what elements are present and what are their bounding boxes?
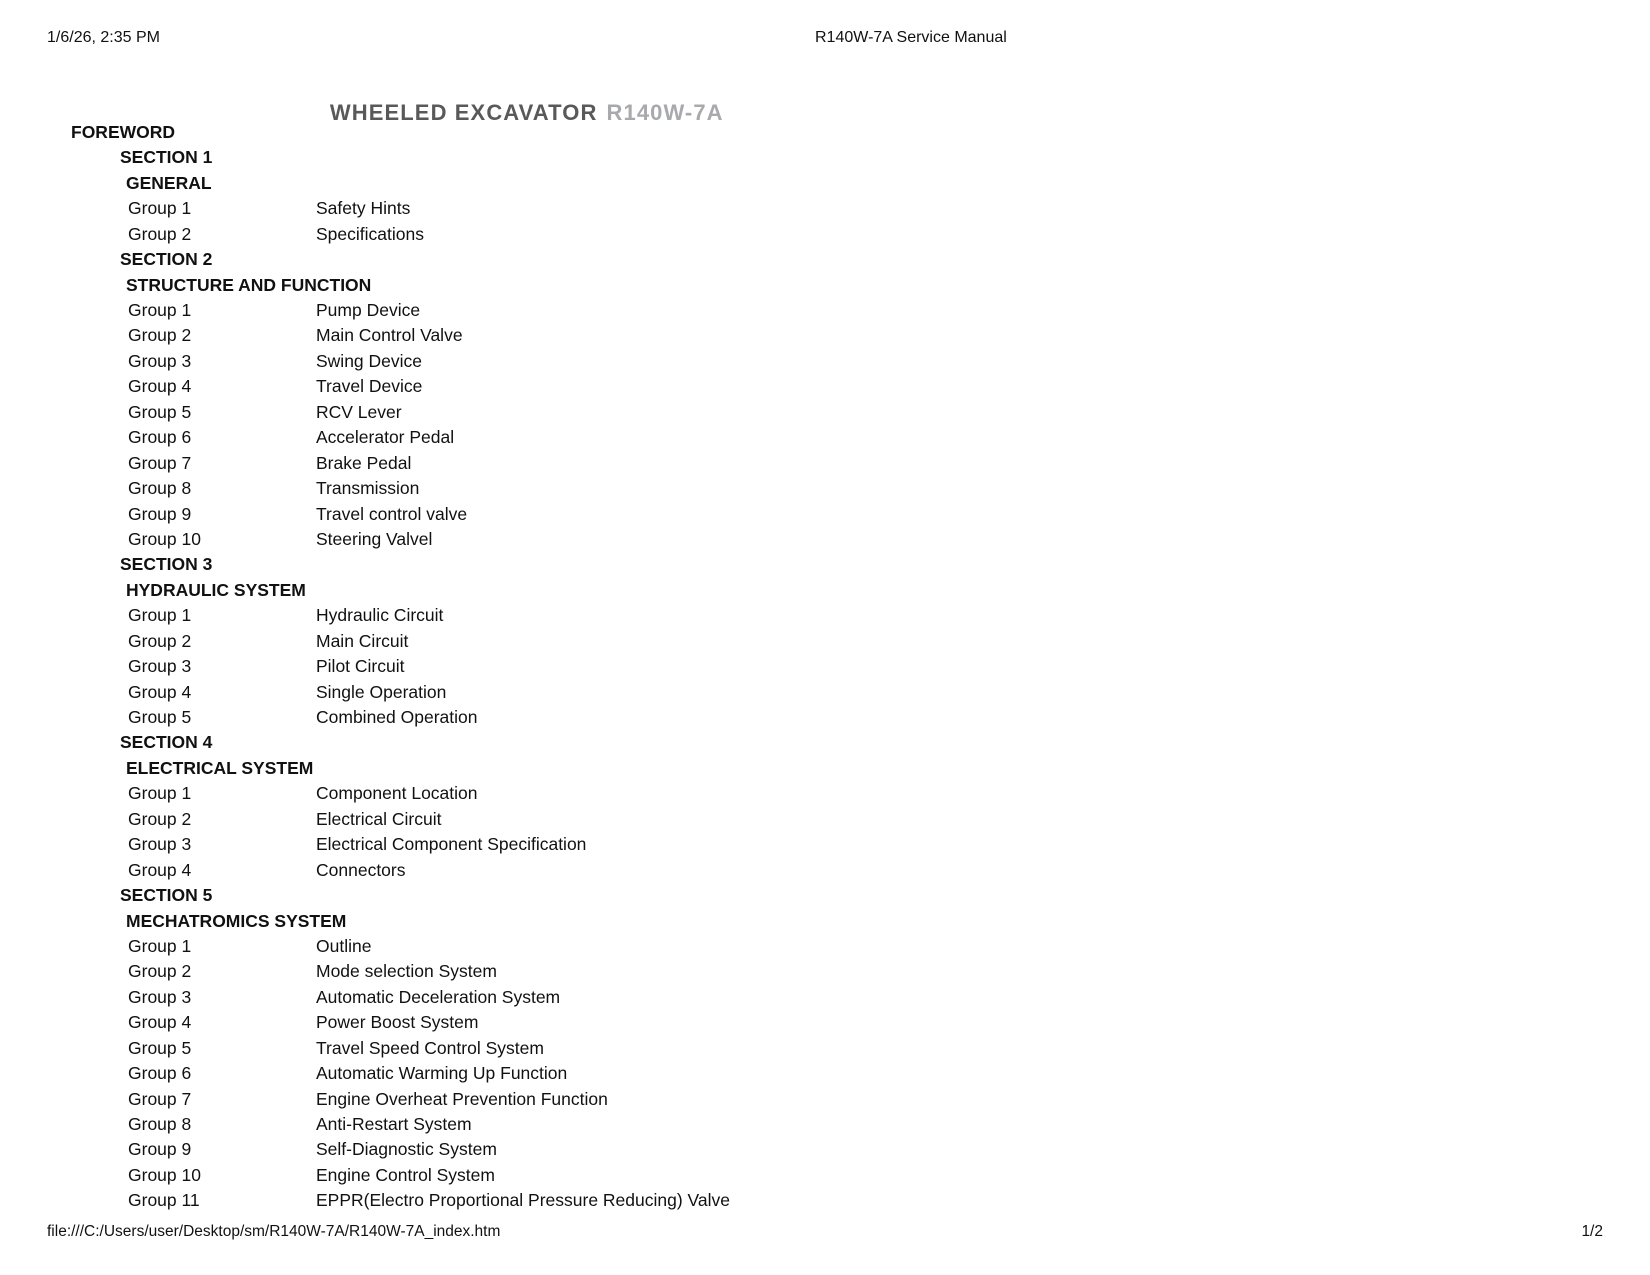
toc-group-row: [0, 858, 1650, 883]
toc-group-row: [0, 1138, 1650, 1163]
toc-group-row: [0, 781, 1650, 806]
group-title: Outline: [316, 935, 372, 956]
group-title: Accelerator Pedal: [316, 427, 455, 448]
group-title: Anti-Restart System: [316, 1114, 472, 1135]
toc-group-row: [0, 196, 1650, 221]
group-title: Brake Pedal: [316, 452, 412, 473]
section-heading: SECTION 2: [120, 249, 213, 270]
group-label: Group 11: [128, 1190, 200, 1211]
toc-group-row: [0, 425, 1650, 450]
group-label: Group 4: [128, 376, 192, 397]
toc-group-row: [0, 1112, 1650, 1137]
toc-group-row: [0, 654, 1650, 679]
group-title: Combined Operation: [316, 707, 478, 728]
group-title: Travel control valve: [316, 503, 468, 524]
toc-group-row: [0, 1010, 1650, 1035]
section-heading: SECTION 1: [120, 147, 213, 168]
toc-group-row: [0, 1163, 1650, 1188]
group-title: Self-Diagnostic System: [316, 1139, 497, 1160]
group-label: Group 1: [128, 783, 192, 804]
group-title: Pilot Circuit: [316, 656, 405, 677]
group-title: Automatic Deceleration System: [316, 986, 561, 1007]
group-label: Group 2: [128, 223, 192, 244]
toc-group-row: [0, 1036, 1650, 1061]
group-title: Steering Valvel: [316, 528, 433, 549]
group-label: Group 3: [128, 656, 192, 677]
toc-group-row: [0, 502, 1650, 527]
group-title: Connectors: [316, 859, 406, 880]
toc-group-row: [0, 959, 1650, 984]
toc-group-row: [0, 603, 1650, 628]
toc-group-row: [0, 934, 1650, 959]
group-title: Component Location: [316, 783, 478, 804]
toc-group-row: [0, 629, 1650, 654]
section-subtitle: MECHATROMICS SYSTEM: [126, 910, 347, 931]
toc-group-row: [0, 324, 1650, 349]
group-title: EPPR(Electro Proportional Pressure Reducing) Valve: [316, 1190, 731, 1211]
group-label: Group 4: [128, 681, 192, 702]
group-label: Group 7: [128, 1088, 192, 1109]
toc-group-row: [0, 298, 1650, 323]
section-subtitle: HYDRAULIC SYSTEM: [126, 579, 306, 600]
group-label: Group 10: [128, 528, 201, 549]
group-label: Group 3: [128, 986, 192, 1007]
toc-group-row: [0, 985, 1650, 1010]
group-label: Group 9: [128, 503, 192, 524]
group-title: Engine Control System: [316, 1164, 495, 1185]
group-label: Group 4: [128, 859, 192, 880]
group-title: Travel Speed Control System: [316, 1037, 544, 1058]
group-title: Safety Hints: [316, 198, 411, 219]
toc-group-row: [0, 400, 1650, 425]
group-title: Main Circuit: [316, 630, 409, 651]
toc-group-row: [0, 1087, 1650, 1112]
group-title: Mode selection System: [316, 961, 497, 982]
group-label: Group 9: [128, 1139, 192, 1160]
group-label: Group 2: [128, 325, 192, 346]
group-label: Group 1: [128, 605, 192, 626]
group-title: Electrical Component Specification: [316, 834, 587, 855]
toc-group-row: [0, 832, 1650, 857]
group-label: Group 2: [128, 630, 192, 651]
table-of-contents: [0, 120, 1650, 1214]
group-title: Main Control Valve: [316, 325, 463, 346]
toc-group-row: [0, 1188, 1650, 1213]
toc-group-row: [0, 527, 1650, 552]
group-title: Specifications: [316, 223, 424, 244]
group-label: Group 4: [128, 1012, 192, 1033]
group-label: Group 8: [128, 1114, 192, 1135]
print-header-datetime: 1/6/26, 2:35 PM: [47, 29, 160, 46]
group-title: Transmission: [316, 478, 420, 499]
toc-group-row: [0, 476, 1650, 501]
print-footer-page-indicator: 1/2: [1581, 1223, 1603, 1240]
manual-title-model: R140W-7A: [606, 100, 724, 125]
group-label: Group 7: [128, 452, 192, 473]
group-label: Group 6: [128, 1063, 192, 1084]
toc-group-row: [0, 1061, 1650, 1086]
group-label: Group 5: [128, 1037, 192, 1058]
toc-group-row: [0, 807, 1650, 832]
group-label: Group 5: [128, 707, 192, 728]
toc-group-row: [0, 222, 1650, 247]
group-title: Power Boost System: [316, 1012, 479, 1033]
toc-group-row: [0, 451, 1650, 476]
group-title: Electrical Circuit: [316, 808, 442, 829]
group-title: Automatic Warming Up Function: [316, 1063, 568, 1084]
group-label: Group 6: [128, 427, 192, 448]
group-label: Group 8: [128, 478, 192, 499]
group-label: Group 5: [128, 401, 192, 422]
group-label: Group 1: [128, 198, 192, 219]
group-title: Pump Device: [316, 300, 421, 321]
group-title: Hydraulic Circuit: [316, 605, 444, 626]
foreword-heading: FOREWORD: [71, 121, 176, 142]
group-label: Group 10: [128, 1164, 201, 1185]
section-heading: SECTION 4: [120, 732, 213, 753]
section-subtitle: STRUCTURE AND FUNCTION: [126, 274, 372, 295]
group-label: Group 3: [128, 834, 192, 855]
section-subtitle: GENERAL: [126, 172, 212, 193]
group-label: Group 1: [128, 300, 192, 321]
group-title: Single Operation: [316, 681, 447, 702]
toc-sections: [0, 145, 1650, 1213]
print-header-document-title: R140W-7A Service Manual: [815, 29, 1007, 46]
group-label: Group 3: [128, 350, 192, 371]
section-heading: SECTION 3: [120, 554, 213, 575]
group-title: RCV Lever: [316, 401, 402, 422]
toc-group-row: [0, 680, 1650, 705]
section-heading: SECTION 5: [120, 885, 213, 906]
toc-group-row: [0, 374, 1650, 399]
toc-group-row: [0, 349, 1650, 374]
group-title: Swing Device: [316, 350, 423, 371]
print-footer: [47, 1223, 1603, 1241]
group-title: Travel Device: [316, 376, 423, 397]
section-subtitle: ELECTRICAL SYSTEM: [126, 757, 314, 778]
print-footer-file-url: file:///C:/Users/user/Desktop/sm/R140W-7A/R140W-7A_index.htm: [47, 1223, 501, 1240]
toc-group-row: [0, 705, 1650, 730]
group-label: Group 2: [128, 808, 192, 829]
manual-title-main: WHEELED EXCAVATOR: [329, 100, 598, 125]
group-label: Group 1: [128, 935, 192, 956]
group-title: Engine Overheat Prevention Function: [316, 1088, 608, 1109]
group-label: Group 2: [128, 961, 192, 982]
